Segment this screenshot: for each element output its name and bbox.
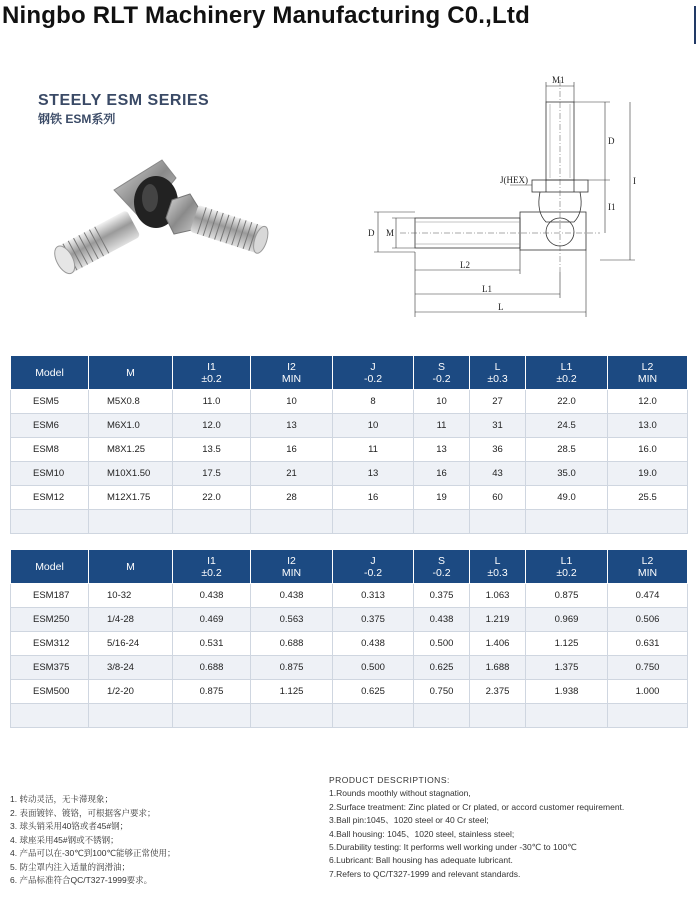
- table-cell: 31: [470, 414, 526, 438]
- table-cell: 13: [414, 438, 470, 462]
- metric-spec-table: [10, 355, 688, 534]
- table-cell: 0.438: [173, 584, 251, 608]
- table-cell: 11.0: [173, 390, 251, 414]
- dim-j-hex-label: J(HEX): [500, 175, 528, 185]
- table-cell: 0.688: [251, 632, 333, 656]
- note-cn-item: 4. 球座采用45#钢或不锈钢；: [10, 834, 119, 845]
- column-header-name: L: [494, 554, 501, 567]
- column-header-name: Model: [35, 366, 64, 379]
- table-cell: 13: [251, 414, 333, 438]
- column-header: [89, 356, 173, 390]
- dim-d-left-label: D: [368, 228, 375, 238]
- table-cell: ESM5: [11, 390, 89, 414]
- table-cell: [89, 704, 173, 728]
- table-cell: [173, 510, 251, 534]
- dim-m1-label: M1: [552, 75, 565, 85]
- table-cell: [333, 704, 414, 728]
- table-cell: 16: [414, 462, 470, 486]
- table-cell: [11, 704, 89, 728]
- column-header: [470, 356, 526, 390]
- series-subtitle-cn: 钢铁 ESM系列: [38, 112, 116, 126]
- table-cell: ESM10: [11, 462, 89, 486]
- column-header: [333, 356, 414, 390]
- header-accent-bar: [694, 6, 696, 44]
- column-header: [333, 550, 414, 584]
- description-item: 5.Durability testing: It performs well working under -30℃ to 100℃: [329, 842, 577, 853]
- imperial-spec-table: [10, 549, 688, 728]
- table-cell: M10X1.50: [89, 462, 173, 486]
- description-item: 7.Refers to QC/T327-1999 and relevant standards.: [329, 868, 521, 879]
- table-cell: 28: [251, 486, 333, 510]
- column-header: [608, 550, 688, 584]
- table-cell: 1.375: [526, 656, 608, 680]
- table-cell: ESM375: [11, 656, 89, 680]
- table-row: [11, 486, 688, 510]
- table-cell: 0.563: [251, 608, 333, 632]
- table-cell: 1.063: [470, 584, 526, 608]
- table-cell: 13: [333, 462, 414, 486]
- column-header-tolerance: -0.2: [363, 566, 383, 579]
- column-header-name: I2: [287, 554, 296, 567]
- table-cell: 0.969: [526, 608, 608, 632]
- dim-l2-label: L2: [460, 260, 470, 270]
- table-cell: 0.688: [173, 656, 251, 680]
- table-cell: 0.438: [333, 632, 414, 656]
- description-item: 3.Ball pin:1045、1020 steel or 40 Cr steel;: [329, 815, 489, 826]
- table-cell: ESM6: [11, 414, 89, 438]
- table-row: [11, 510, 688, 534]
- note-cn-item: 2. 表面镀锌、镀铬，可根据客户要求；: [10, 807, 156, 818]
- table-cell: [251, 510, 333, 534]
- table-cell: 11: [414, 414, 470, 438]
- table-cell: 0.750: [414, 680, 470, 704]
- column-header: [608, 356, 688, 390]
- table-cell: [608, 510, 688, 534]
- table-cell: [414, 510, 470, 534]
- table-cell: 1.938: [526, 680, 608, 704]
- table-cell: 16.0: [608, 438, 688, 462]
- table-cell: 0.375: [333, 608, 414, 632]
- table-cell: 24.5: [526, 414, 608, 438]
- notes-chinese: [10, 793, 176, 888]
- technical-drawing: [360, 72, 660, 322]
- column-header-tolerance: ±0.3: [487, 372, 508, 385]
- column-header: [414, 550, 470, 584]
- column-header: [470, 550, 526, 584]
- table-row: [11, 656, 688, 680]
- table-cell: 16: [251, 438, 333, 462]
- table-cell: [11, 510, 89, 534]
- column-header-tolerance: ±0.2: [201, 372, 222, 385]
- column-header: [173, 550, 251, 584]
- column-header: [11, 550, 89, 584]
- table-row: [11, 584, 688, 608]
- column-header-tolerance: -0.2: [432, 566, 451, 579]
- column-header: [251, 356, 333, 390]
- column-header-name: Model: [35, 560, 64, 573]
- note-cn-item: 5. 防尘罩内注入适量的润滑油；: [10, 861, 130, 872]
- table-cell: 13.0: [608, 414, 688, 438]
- table-cell: 0.438: [414, 608, 470, 632]
- table-row: [11, 680, 688, 704]
- table-cell: 1.406: [470, 632, 526, 656]
- column-header-tolerance: MIN: [281, 372, 302, 385]
- table-cell: 28.5: [526, 438, 608, 462]
- descriptions-heading: PRODUCT DESCRIPTIONS:: [329, 775, 450, 785]
- table-row: [11, 704, 688, 728]
- table-cell: M6X1.0: [89, 414, 173, 438]
- table-cell: 60: [470, 486, 526, 510]
- column-header-tolerance: ±0.2: [201, 566, 222, 579]
- column-header-name: I1: [207, 554, 216, 567]
- column-header-tolerance: MIN: [637, 566, 658, 579]
- column-header-name: S: [437, 360, 445, 373]
- note-cn-item: 1. 转动灵活，无卡滞现象；: [10, 794, 113, 804]
- table-cell: 1.000: [608, 680, 688, 704]
- column-header-tolerance: MIN: [637, 372, 658, 385]
- column-header: [414, 356, 470, 390]
- column-header-tolerance: ±0.3: [487, 566, 508, 579]
- table-cell: 0.875: [526, 584, 608, 608]
- dim-i-label: I: [633, 176, 636, 186]
- table-cell: 16: [333, 486, 414, 510]
- table-cell: 3/8-24: [89, 656, 173, 680]
- description-item: 1.Rounds moothly without stagnation,: [329, 788, 471, 799]
- table-cell: [470, 704, 526, 728]
- table-cell: 19: [414, 486, 470, 510]
- table-cell: 10: [333, 414, 414, 438]
- description-item: 4.Ball housing: 1045、1020 steel, stainless steel;: [329, 828, 515, 839]
- table-cell: 1.125: [526, 632, 608, 656]
- table-cell: 17.5: [173, 462, 251, 486]
- table-cell: 27: [470, 390, 526, 414]
- table-row: [11, 462, 688, 486]
- company-name: Ningbo RLT Machinery Manufacturing C0.,Ltd: [2, 2, 530, 29]
- table-cell: 22.0: [526, 390, 608, 414]
- table-cell: 5/16-24: [89, 632, 173, 656]
- table-cell: 0.500: [414, 632, 470, 656]
- column-header: [173, 356, 251, 390]
- product-photo: [44, 150, 274, 290]
- table-row: [11, 414, 688, 438]
- column-header-name: S: [437, 554, 445, 567]
- table-cell: 0.500: [333, 656, 414, 680]
- dim-l-label: L: [498, 302, 504, 312]
- table-row: [11, 390, 688, 414]
- table-cell: ESM187: [11, 584, 89, 608]
- table-cell: 0.375: [414, 584, 470, 608]
- note-cn-item: 4. 产品可以在-30℃到100℃能够正常使用；: [10, 848, 176, 858]
- table-row: [11, 608, 688, 632]
- column-header-name: M: [126, 560, 135, 573]
- description-item: 2.Surface treatment: Zinc plated or Cr plated, or accord customer requirement.: [329, 801, 625, 812]
- table-cell: M8X1.25: [89, 438, 173, 462]
- column-header-name: L1: [560, 360, 573, 373]
- column-header-name: I1: [207, 360, 216, 373]
- table-cell: 49.0: [526, 486, 608, 510]
- table-cell: ESM312: [11, 632, 89, 656]
- table-cell: 0.625: [414, 656, 470, 680]
- table-cell: 1.219: [470, 608, 526, 632]
- table-cell: M5X0.8: [89, 390, 173, 414]
- table-cell: 35.0: [526, 462, 608, 486]
- column-header-name: L2: [641, 360, 654, 373]
- table-cell: 0.631: [608, 632, 688, 656]
- column-header-tolerance: ±0.2: [556, 566, 577, 579]
- table-cell: 10-32: [89, 584, 173, 608]
- table-cell: [608, 704, 688, 728]
- column-header: [89, 550, 173, 584]
- table-cell: 1/4-28: [89, 608, 173, 632]
- table-cell: 12.0: [608, 390, 688, 414]
- table-cell: [526, 704, 608, 728]
- table-cell: 0.469: [173, 608, 251, 632]
- table-cell: 11: [333, 438, 414, 462]
- table-cell: 19.0: [608, 462, 688, 486]
- column-header: [11, 356, 89, 390]
- table-cell: ESM8: [11, 438, 89, 462]
- column-header-name: J: [370, 360, 376, 373]
- imperial-header-row: [11, 550, 688, 584]
- table-cell: 0.875: [251, 656, 333, 680]
- table-cell: 0.625: [333, 680, 414, 704]
- table-cell: 0.531: [173, 632, 251, 656]
- table-cell: 2.375: [470, 680, 526, 704]
- table-cell: 0.750: [608, 656, 688, 680]
- table-cell: 43: [470, 462, 526, 486]
- table-row: [11, 632, 688, 656]
- dim-d-top-label: D: [608, 136, 615, 146]
- column-header-name: L1: [560, 554, 573, 567]
- column-header-name: M: [126, 366, 135, 379]
- table-cell: 21: [251, 462, 333, 486]
- table-cell: 1.688: [470, 656, 526, 680]
- column-header-name: J: [370, 554, 376, 567]
- table-cell: 10: [414, 390, 470, 414]
- table-cell: M12X1.75: [89, 486, 173, 510]
- dim-m-label: M: [386, 228, 395, 238]
- table-cell: 0.474: [608, 584, 688, 608]
- table-row: [11, 438, 688, 462]
- column-header-tolerance: -0.2: [432, 372, 451, 385]
- table-cell: [526, 510, 608, 534]
- metric-header-row: [11, 356, 688, 390]
- table-cell: ESM12: [11, 486, 89, 510]
- table-cell: [333, 510, 414, 534]
- column-header: [251, 550, 333, 584]
- table-cell: 36: [470, 438, 526, 462]
- table-cell: 12.0: [173, 414, 251, 438]
- column-header-tolerance: MIN: [281, 566, 302, 579]
- table-cell: 1.125: [251, 680, 333, 704]
- note-cn-item: 6. 产品标准符合QC/T327-1999要求。: [10, 875, 153, 885]
- table-cell: 25.5: [608, 486, 688, 510]
- description-item: 6.Lubricant: Ball housing has adequate lubricant.: [329, 855, 513, 866]
- table-cell: 0.875: [173, 680, 251, 704]
- series-title: STEELY ESM SERIES: [38, 92, 210, 109]
- table-cell: [251, 704, 333, 728]
- table-cell: 8: [333, 390, 414, 414]
- column-header-tolerance: -0.2: [363, 372, 383, 385]
- table-cell: [89, 510, 173, 534]
- column-header-name: L2: [641, 554, 654, 567]
- table-cell: 0.438: [251, 584, 333, 608]
- table-cell: 13.5: [173, 438, 251, 462]
- product-descriptions: [329, 774, 624, 881]
- column-header-name: L: [494, 360, 501, 373]
- dim-l1-label: L1: [482, 284, 492, 294]
- table-cell: 10: [251, 390, 333, 414]
- column-header-name: I2: [287, 360, 296, 373]
- column-header: [526, 550, 608, 584]
- table-cell: [414, 704, 470, 728]
- note-cn-item: 3. 球头销采用40铬或者45#钢；: [10, 821, 129, 831]
- table-cell: 0.313: [333, 584, 414, 608]
- table-cell: 0.506: [608, 608, 688, 632]
- column-header-tolerance: ±0.2: [556, 372, 577, 385]
- dim-i1-label: I1: [608, 202, 616, 212]
- table-cell: 22.0: [173, 486, 251, 510]
- table-cell: ESM500: [11, 680, 89, 704]
- table-cell: ESM250: [11, 608, 89, 632]
- table-cell: [470, 510, 526, 534]
- column-header: [526, 356, 608, 390]
- table-cell: 1/2-20: [89, 680, 173, 704]
- table-cell: [173, 704, 251, 728]
